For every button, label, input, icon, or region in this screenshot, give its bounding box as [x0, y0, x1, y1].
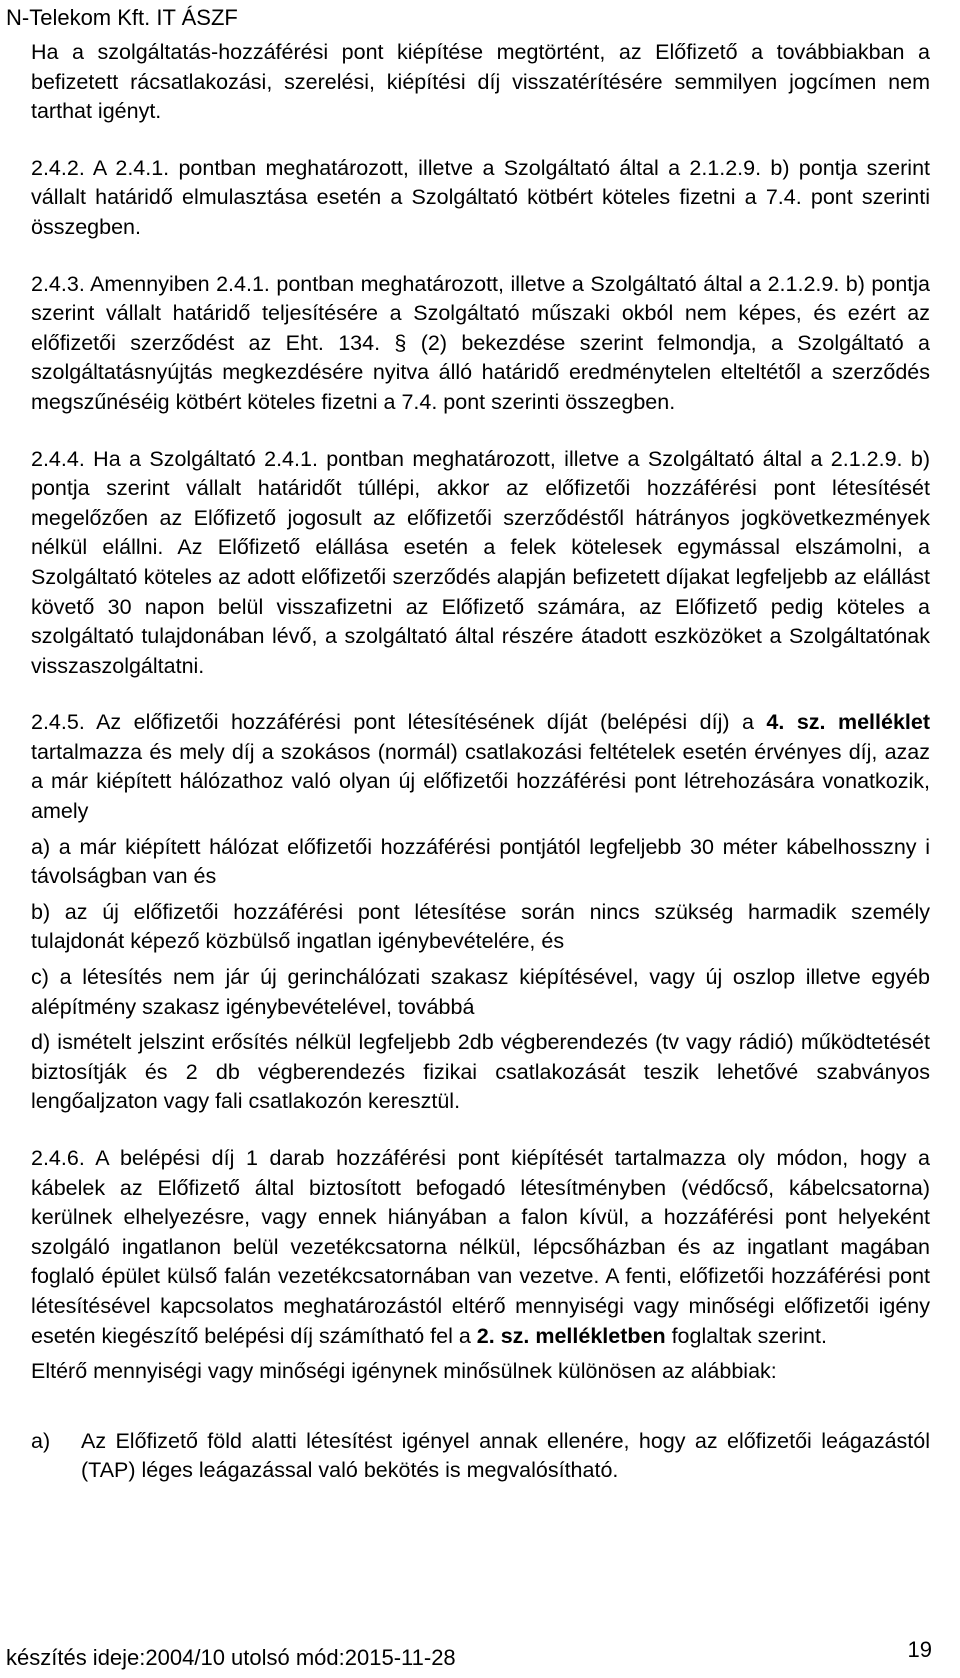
paragraph-2-4-5-bold: 4. sz. melléklet — [766, 710, 930, 735]
condition-d: d) ismételt jelszint erősítés nélkül legfeljebb 2db végberendezés (tv vagy rádió) működtetését biztosítják és 2 db végberendezés fizikai csatlakozását teszik lehetővé szabványos lengőaljzaton vagy fali csatlakozón keresztül. — [31, 1030, 930, 1114]
condition-a: a) a már kiépített hálózat előfizetői hozzáférési pontjától legfeljebb 30 méter kábelhosszny i távolságban van és — [31, 834, 930, 889]
list-item — [31, 1427, 930, 1486]
paragraph-2-4-2: 2.4.2. A 2.4.1. pontban meghatározott, illetve a Szolgáltató által a 2.1.2.9. b) pontja szerint vállalt határidő elmulasztása esetén a Szolgáltató kötbért köteles fizetni a 7.4. pont szerinti összegben. — [31, 155, 930, 239]
paragraph-intro: Ha a szolgáltatás-hozzáférési pont kiépítése megtörtént, az Előfizető a továbbiakban a befizetett rácsatlakozási, szerelési, kiépítési díj visszatérítésére semmilyen jogcímen nem tarthat igényt. — [31, 40, 930, 124]
page-header: N-Telekom Kft. IT ÁSZF — [6, 5, 238, 30]
condition-c: c) a létesítés nem jár új gerinchálózati szakasz kiépítésével, vagy új oszlop illetve egyéb alépítmény szakasz igénybevételével, továbbá — [31, 965, 930, 1019]
list-item-text: Az Előfizető föld alatti létesítést igényel annak ellenére, hogy az előfizetői leágazástól (TAP) léges leágazással való bekötés is megvalósítható. — [81, 1428, 930, 1483]
condition-b: b) az új előfizetői hozzáférési pont létesítése során nincs szükség harmadik személy tulajdonát képező közbülső ingatlan igénybevételére, és — [31, 899, 930, 954]
list-item-label: a) — [31, 1428, 51, 1453]
document-body — [31, 38, 930, 1486]
paragraph-2-4-6 — [31, 1144, 930, 1351]
paragraph-2-4-6-rest: foglaltak szerint. — [665, 1323, 827, 1348]
paragraph-2-4-6-lead: 2.4.6. A belépési díj 1 darab hozzáférési pont kiépítését tartalmazza oly módon, hogy a kábelek az Előfizető által biztosított befogadó létesítményben (védőcső, kábelcsatorna) kerülnek elhelyezésre, vagy ennek hiányában a falon kívül, a hozzáférési pont helyeként szolgáló ingatlanon belül vezetékcsatorna nélkül, lépcsőházban és az ingatlant magában foglaló épület külső falán vezetékcsatornában van vezetve. A fenti, előfizetői hozzáférési pont létesítésével kapcsolatos meghatározástól eltérő mennyiségi vagy minőségi előfizetői igény esetén kiegészítő belépési díj számítható fel a — [31, 1146, 930, 1348]
paragraph-2-4-6-intro-list: Eltérő mennyiségi vagy minőségi igénynek minősülnek különösen az alábbiak: — [31, 1359, 777, 1384]
page-footer: készítés ideje:2004/10 utolsó mód:2015-11-28 — [6, 1645, 456, 1670]
paragraph-2-4-5 — [31, 708, 930, 826]
paragraph-2-4-3: 2.4.3. Amennyiben 2.4.1. pontban meghatározott, illetve a Szolgáltató által a 2.1.2.9. b) pontja szerint vállalt határidő teljesítésére a Szolgáltató műszaki okból nem képes, és ezért az előfizetői szerződést az Eht. 134. § (2) bekezdése szerint felmondja, a Szolgáltató a szolgáltatásnyújtás megkezdésére nyitva álló határidő eredménytelen elteltétől a szerződés megszűnéséig kötbért köteles fizetni a 7.4. pont szerinti összegben. — [31, 271, 930, 414]
paragraph-2-4-5-lead: 2.4.5. Az előfizetői hozzáférési pont létesítésének díját (belépési díj) a — [31, 710, 767, 735]
paragraph-2-4-4: 2.4.4. Ha a Szolgáltató 2.4.1. pontban meghatározott, illetve a Szolgáltató által a 2.1.2.9. b) pontja szerint vállalt határidőt túllépi, akkor az előfizetői hozzáférési pont létesítését megelőzően az Előfizető jogosult az előfizetői szerződéstől hátrányos jogkövetkezmények nélkül elállni. Az Előfizető elállása esetén a felek kötelesek egymással elszámolni, a Szolgáltató köteles az adott előfizetői szerződés alapján befizetett díjakat legfeljebb az elállást követő 30 napon belül visszafizetni az Előfizető számára, az Előfizető pedig köteles a szolgáltató tulajdonában lévő, a szolgáltató által részére átadott eszközöket a Szolgáltatónak visszaszolgáltatni. — [31, 446, 930, 678]
paragraph-2-4-5-rest: tartalmazza és mely díj a szokásos (normál) csatlakozási feltételek esetén érvényes díj, azaz a már kiépített hálózathoz való olyan új előfizetői hozzáférési pont létrehozására vonatkozik, amely — [31, 739, 930, 824]
paragraph-2-4-6-bold: 2. sz. mellékletben — [476, 1323, 666, 1348]
page-number: 19 — [907, 1637, 932, 1662]
